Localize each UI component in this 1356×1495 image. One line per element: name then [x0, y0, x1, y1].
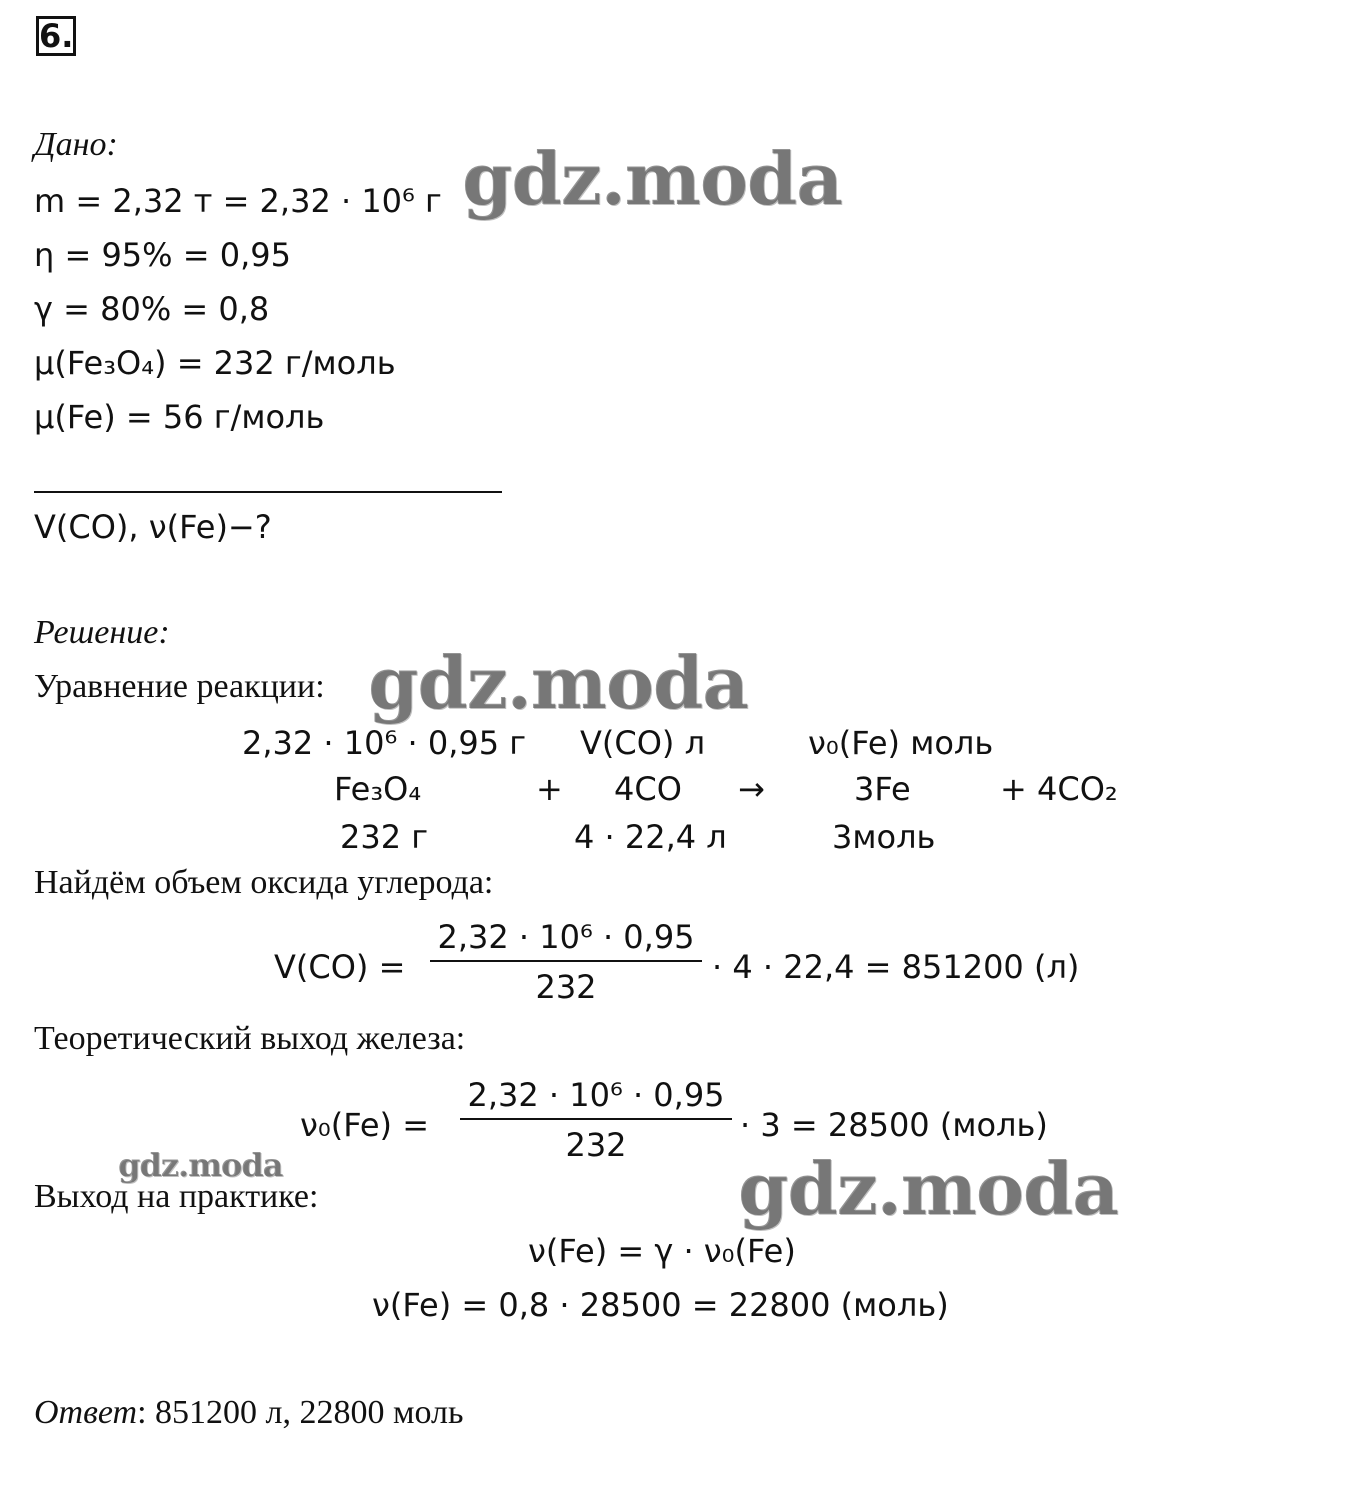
step3-formula: ν(Fe) = γ · ν₀(Fe) [528, 1232, 796, 1270]
reaction-below-co: 4 · 22,4 л [574, 818, 727, 856]
answer-text: : 851200 л, 22800 моль [137, 1394, 464, 1431]
reaction-above-fe: ν₀(Fe) моль [808, 724, 994, 762]
given-molar-mass-fe3o4: μ(Fe₃O₄) = 232 г/моль [34, 344, 396, 382]
step2-fraction-bar [460, 1118, 732, 1120]
step3-label: Выход на практике: [34, 1178, 319, 1215]
given-molar-mass-fe: μ(Fe) = 56 г/моль [34, 398, 325, 436]
reactant-co: 4CO [614, 770, 682, 808]
solution-heading: Решение: [34, 614, 170, 651]
product-co2: + 4CO₂ [1000, 770, 1118, 808]
answer-line [34, 1394, 464, 1432]
step2-numerator: 2,32 · 10⁶ · 0,95 [467, 1076, 725, 1114]
step2-fraction [460, 1076, 732, 1164]
step1-denominator: 232 [535, 968, 597, 1006]
step2-label: Теоретический выход железа: [34, 1020, 466, 1057]
reaction-below-fe: 3моль [832, 818, 936, 856]
product-fe: 3Fe [854, 770, 911, 808]
given-heading: Дано: [34, 126, 118, 163]
problem-number: 6. [36, 16, 76, 56]
reactant-fe3o4: Fe₃O₄ [334, 770, 422, 808]
reaction-label: Уравнение реакции: [34, 668, 325, 705]
watermark-logo: gdz.moda [738, 1146, 1118, 1231]
step2-rhs: · 3 = 28500 (моль) [740, 1106, 1048, 1144]
answer-label: Ответ [34, 1394, 138, 1431]
watermark-logo: gdz.moda [118, 1146, 283, 1184]
reaction-arrow: → [738, 770, 765, 808]
plus-sign: + [536, 770, 563, 808]
step2-lhs: ν₀(Fe) = [300, 1106, 429, 1144]
reaction-above-fe3o4: 2,32 · 10⁶ · 0,95 г [242, 724, 527, 762]
reaction-above-co: V(CO) л [580, 724, 706, 762]
find-statement: V(CO), ν(Fe)−? [34, 508, 272, 546]
step3-calculation: ν(Fe) = 0,8 · 28500 = 22800 (моль) [372, 1286, 949, 1324]
given-mass: m = 2,32 т = 2,32 · 10⁶ г [34, 182, 442, 220]
watermark-logo: gdz.moda [462, 136, 842, 221]
given-divider [34, 491, 502, 493]
step1-rhs: · 4 · 22,4 = 851200 (л) [712, 948, 1080, 986]
given-yield: γ = 80% = 0,8 [34, 290, 270, 328]
step1-numerator: 2,32 · 10⁶ · 0,95 [437, 918, 695, 956]
watermark-logo: gdz.moda [368, 640, 748, 725]
step1-fraction-bar [430, 960, 702, 962]
step2-denominator: 232 [565, 1126, 627, 1164]
reaction-below-fe3o4: 232 г [340, 818, 429, 856]
step1-label: Найдём объем оксида углерода: [34, 864, 494, 901]
step1-fraction [430, 918, 702, 1006]
given-efficiency: η = 95% = 0,95 [34, 236, 291, 274]
step1-lhs: V(CO) = [274, 948, 406, 986]
